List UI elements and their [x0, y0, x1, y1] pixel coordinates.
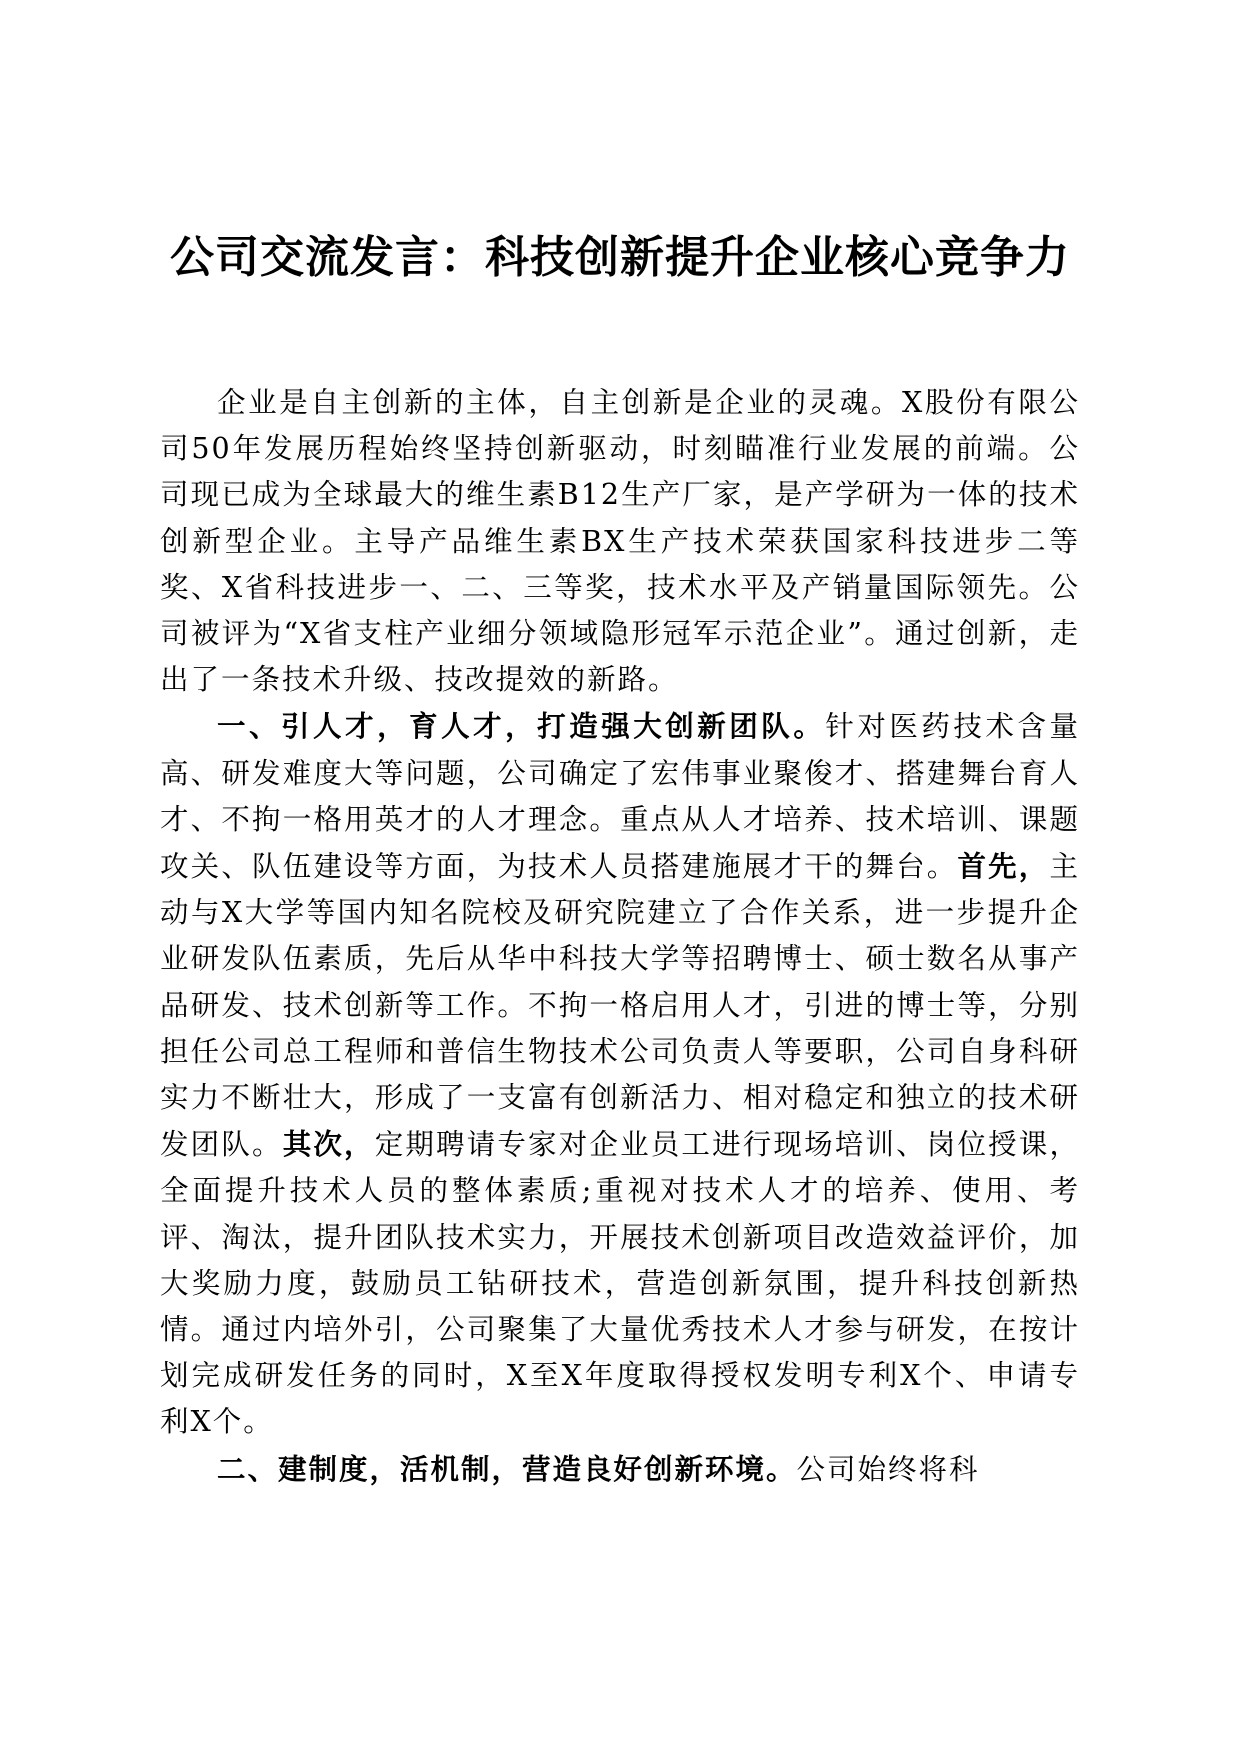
section-1-heading: 一、引人才，育人才，打造强大创新团队。 [217, 709, 826, 744]
second-point-text: 定期聘请专家对企业员工进行现场培训、岗位授课，全面提升技术人员的整体素质;重视对技术人才的培养、使用、考评、淘汰，提升团队技术实力，开展技术创新项目改造效益评价，加大奖励力度，鼓励员工钻研技术，营造创新氛围，提升科技创新热情。通过内培外引，公司聚集了大量优秀技术人才参与研发，在按计划完成研发任务的同时，X至X年度取得授权发明专利X个、申请专利X个。 [160, 1128, 1080, 1439]
intro-paragraph: 企业是自主创新的主体，自主创新是企业的灵魂。X股份有限公司50年发展历程始终坚持创新驱动，时刻瞄准行业发展的前端。公司现已成为全球最大的维生素B12生产厂家，是产学研为一体的技术创新型企业。主导产品维生素BX生产技术荣获国家科技进步二等奖、X省科技进步一、二、三等奖，技术水平及产销量国际领先。公司被评为“X省支柱产业细分领域隐形冠军示范企业”。通过创新，走出了一条技术升级、技改提效的新路。 [160, 386, 1080, 697]
first-point-label: 首先， [957, 849, 1050, 884]
section-2-paragraph [160, 1446, 1080, 1493]
section-1-text: 针对医药技术含量高、研发难度大等问题，公司确定了宏伟事业聚俊才、搭建舞台育人才、不拘一格用英才的人才理念。重点从人才培养、技术培训、课题攻关、队伍建设等方面，为技术人员搭建施展才干的舞台。 [160, 710, 1080, 884]
document-title: 公司交流发言：科技创新提升企业核心竞争力 [170, 232, 1070, 283]
section-2-heading: 二、建制度，活机制，营造良好创新环境。 [217, 1451, 797, 1486]
first-point-text: 主动与X大学等国内知名院校及研究院建立了合作关系，进一步提升企业研发队伍素质，先后从华中科技大学等招聘博士、硕士数名从事产品研发、技术创新等工作。不拘一格启用人才，引进的博士等，分别担任公司总工程师和普信生物技术公司负责人等要职，公司自身科研实力不断壮大，形成了一支富有创新活力、相对稳定和独立的技术研发团队。 [160, 850, 1080, 1162]
section-1-paragraph [160, 703, 1080, 1445]
second-point-label: 其次， [282, 1127, 375, 1162]
document-body [160, 380, 1080, 1493]
section-2-text: 公司始终将科 [796, 1452, 980, 1486]
